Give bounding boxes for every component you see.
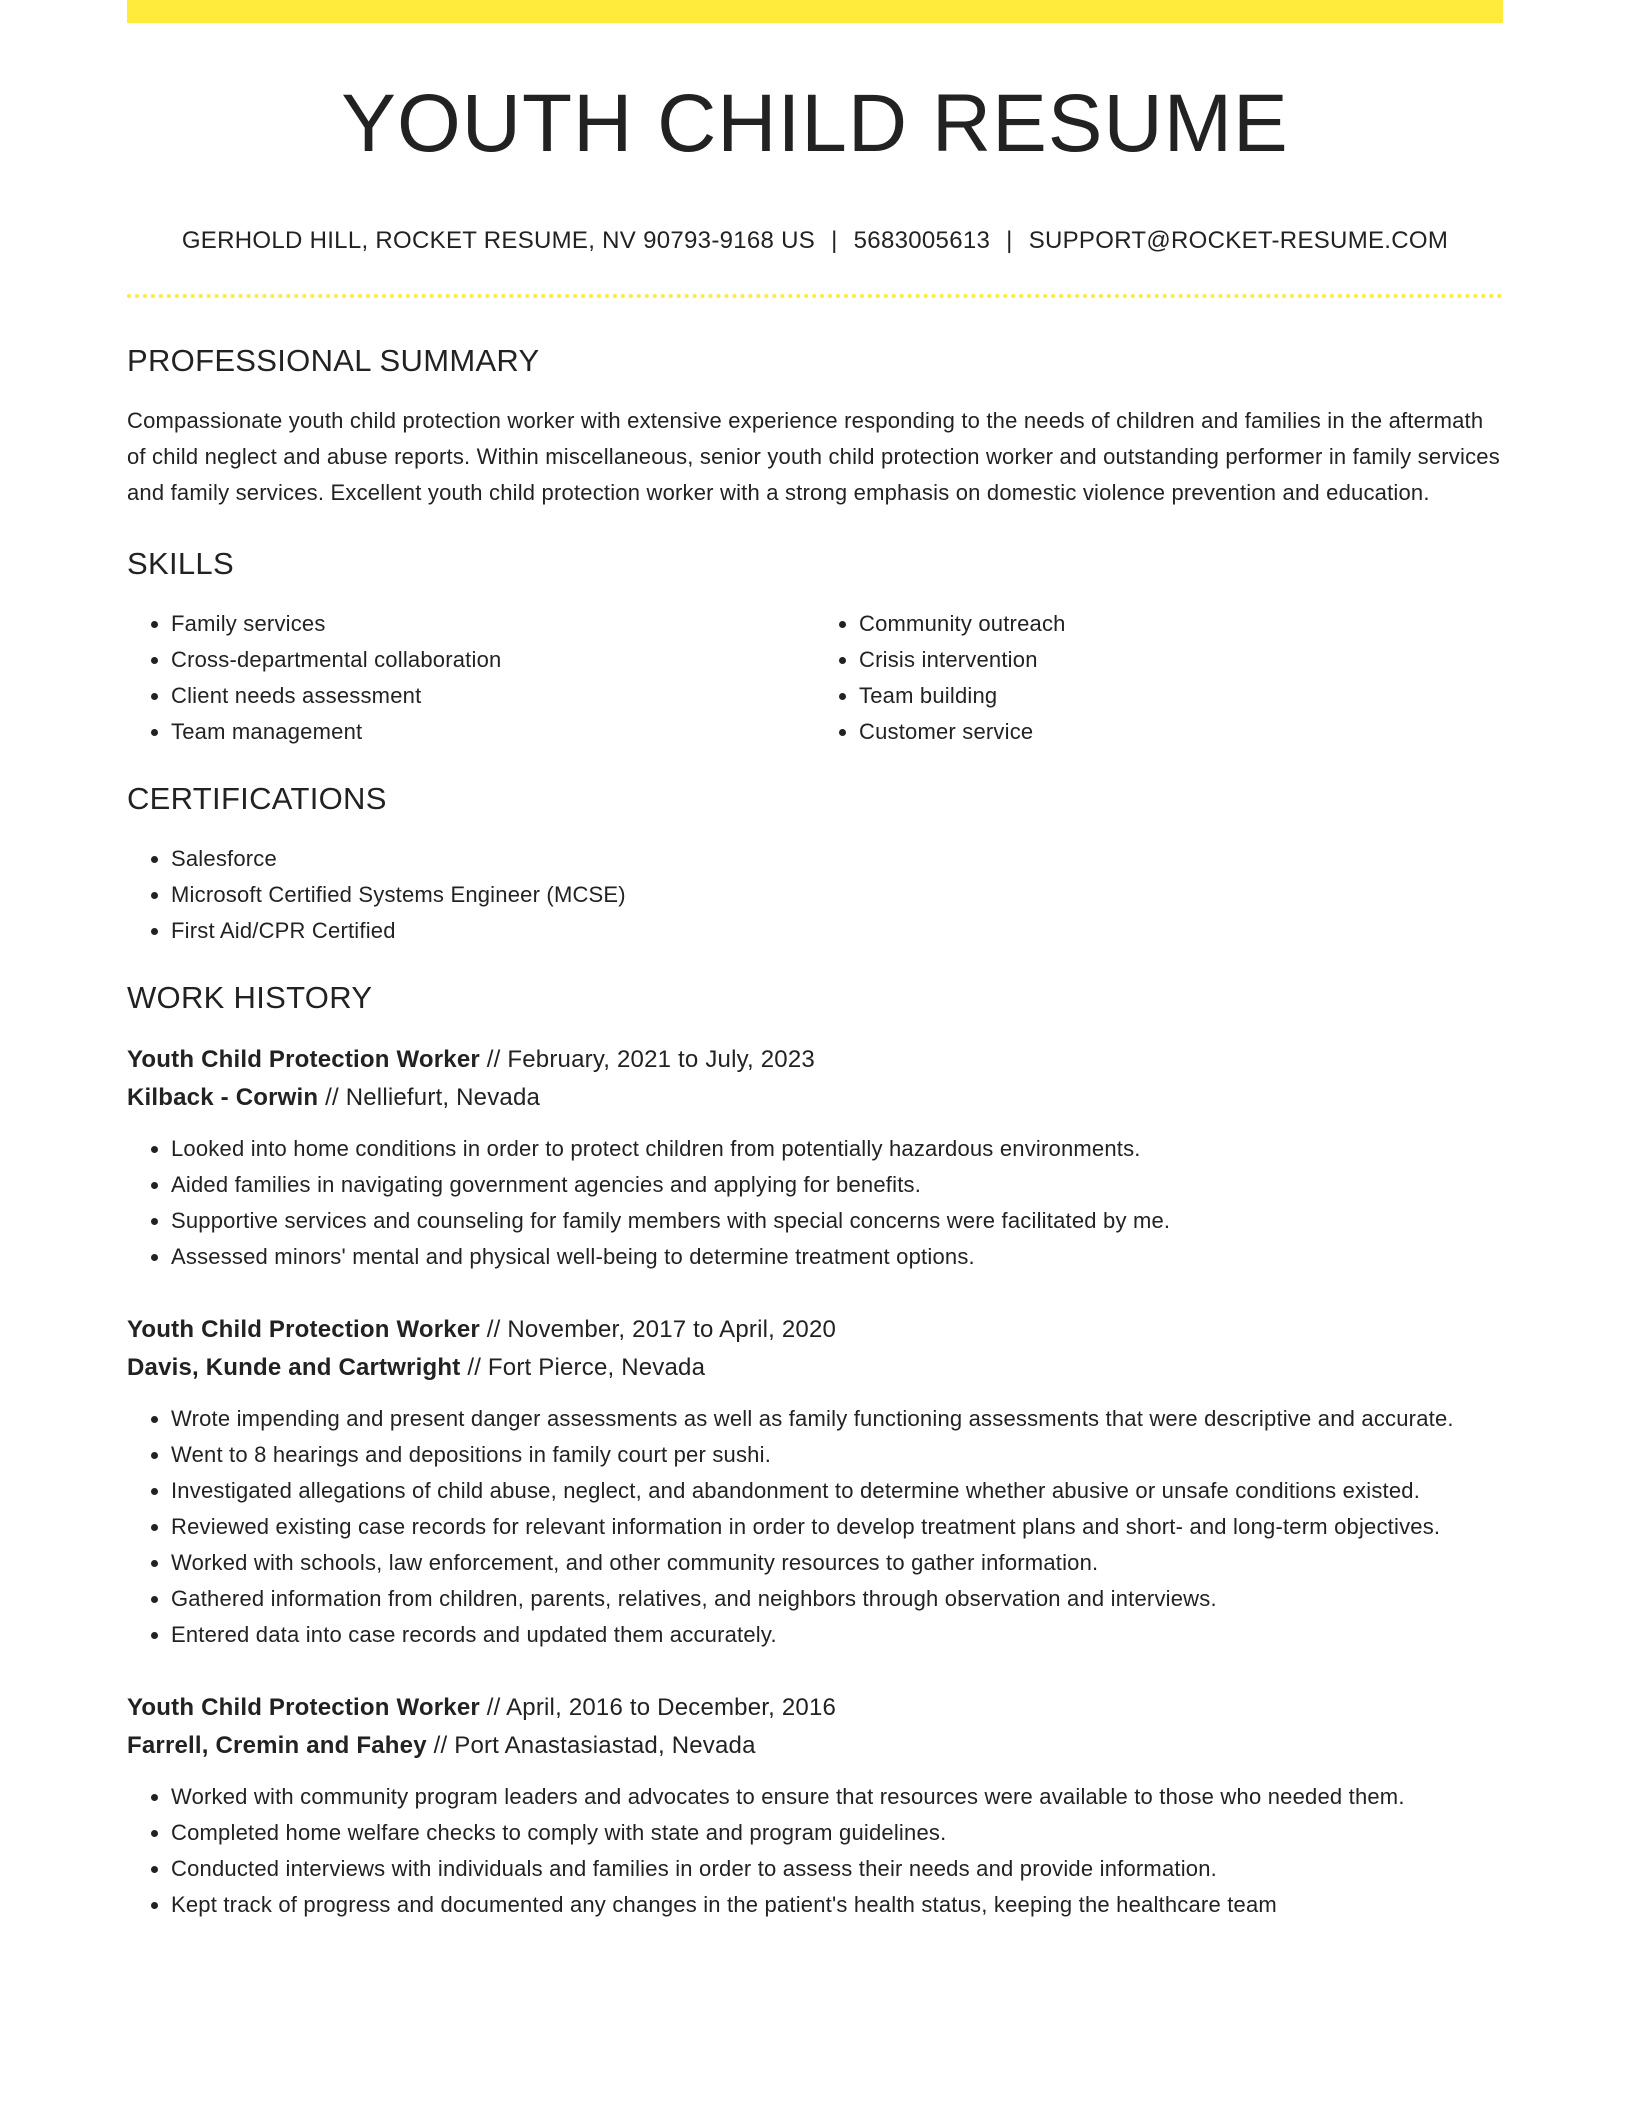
job-company: Davis, Kunde and Cartwright — [127, 1353, 461, 1381]
job-bullet: • Entered data into case records and updated them accurately. — [171, 1617, 1503, 1653]
skill-item: • Cross-departmental collaboration — [171, 642, 815, 678]
job-bullet: • Aided families in navigating government agencies and applying for benefits. — [171, 1167, 1503, 1203]
dotted-divider — [127, 294, 1503, 298]
section-heading-skills: SKILLS — [127, 545, 234, 581]
skill-item: • Client needs assessment — [171, 678, 815, 714]
work-history-section — [127, 979, 1503, 1922]
job-bullet: • Went to 8 hearings and depositions in family court per sushi. — [171, 1437, 1503, 1473]
contact-line — [127, 227, 1503, 256]
certification-item: • First Aid/CPR Certified — [171, 913, 1503, 949]
job-location: // Nelliefurt, Nevada — [318, 1083, 541, 1111]
job-title-line — [127, 1689, 1503, 1727]
professional-summary-section — [127, 342, 1503, 511]
job-company: Kilback - Corwin — [127, 1083, 319, 1111]
contact-separator: | — [831, 227, 838, 254]
certifications-list — [127, 841, 1503, 949]
job-bullet: • Assessed minors' mental and physical well-being to determine treatment options. — [171, 1239, 1503, 1275]
job-bullet: • Investigated allegations of child abuse, neglect, and abandonment to determine whether abusive or unsafe conditions existed. — [171, 1473, 1503, 1509]
contact-phone: 5683005613 — [853, 227, 991, 254]
job-title-line — [127, 1041, 1503, 1079]
job-bullet: • Conducted interviews with individuals and families in order to assess their needs and provide information. — [171, 1851, 1503, 1887]
job-entry — [127, 1689, 1503, 1923]
summary-text: Compassionate youth child protection worker with extensive experience responding to the needs of children and families in the aftermath of child neglect and abuse reports. Within miscellaneous, senior youth child protection worker and outstanding performer in family services and family services. Excellent youth child protection worker with a strong emphasis on domestic violence prevention and education. — [127, 407, 1500, 505]
resume-content — [127, 0, 1503, 1923]
job-bullets — [127, 1401, 1503, 1653]
job-company: Farrell, Cremin and Fahey — [127, 1731, 427, 1759]
skills-section — [127, 545, 1503, 750]
skill-item: • Team building — [859, 678, 1503, 714]
skill-item: • Crisis intervention — [859, 642, 1503, 678]
skill-item: • Community outreach — [859, 606, 1503, 642]
contact-email: SUPPORT@ROCKET-RESUME.COM — [1028, 227, 1449, 254]
job-title: Youth Child Protection Worker — [127, 1045, 480, 1073]
skill-item: • Family services — [171, 606, 815, 642]
skill-item: • Customer service — [859, 714, 1503, 750]
job-title: Youth Child Protection Worker — [127, 1693, 480, 1721]
job-bullet: • Gathered information from children, parents, relatives, and neighbors through observation and interviews. — [171, 1581, 1503, 1617]
contact-address: GERHOLD HILL, ROCKET RESUME, NV 90793-9168 US — [181, 227, 816, 254]
section-heading-work-history: WORK HISTORY — [127, 980, 373, 1016]
job-company-line — [127, 1727, 1503, 1765]
accent-top-bar — [127, 0, 1503, 23]
job-bullet: • Wrote impending and present danger assessments as well as family functioning assessments that were descriptive and accurate. — [171, 1401, 1503, 1437]
job-dates: // April, 2016 to December, 2016 — [479, 1693, 837, 1721]
job-bullets — [127, 1131, 1503, 1275]
section-heading-summary: PROFESSIONAL SUMMARY — [127, 342, 540, 378]
job-bullet: • Looked into home conditions in order to protect children from potentially hazardous environments. — [171, 1131, 1503, 1167]
job-bullet: • Reviewed existing case records for relevant information in order to develop treatment plans and short- and long-term objectives. — [171, 1509, 1503, 1545]
job-dates: // February, 2021 to July, 2023 — [479, 1045, 815, 1073]
certifications-section — [127, 780, 1503, 949]
job-bullets — [127, 1779, 1503, 1923]
certification-item: • Microsoft Certified Systems Engineer (MCSE) — [171, 877, 1503, 913]
section-heading-certifications: CERTIFICATIONS — [127, 781, 387, 817]
job-bullet: • Worked with community program leaders and advocates to ensure that resources were available to those who needed them. — [171, 1779, 1503, 1815]
job-company-line — [127, 1349, 1503, 1387]
job-dates: // November, 2017 to April, 2020 — [479, 1315, 837, 1343]
job-bullet: • Kept track of progress and documented any changes in the patient's health status, keeping the healthcare team — [171, 1887, 1503, 1923]
job-title-line — [127, 1311, 1503, 1349]
job-location: // Fort Pierce, Nevada — [460, 1353, 706, 1381]
job-title: Youth Child Protection Worker — [127, 1315, 480, 1343]
contact-separator: | — [1006, 227, 1013, 254]
job-bullet: • Worked with schools, law enforcement, and other community resources to gather information. — [171, 1545, 1503, 1581]
job-entry — [127, 1311, 1503, 1653]
job-bullet: • Completed home welfare checks to comply with state and program guidelines. — [171, 1815, 1503, 1851]
resume-title: YOUTH CHILD RESUME — [341, 78, 1289, 169]
skills-grid — [127, 606, 1503, 750]
job-bullet: • Supportive services and counseling for family members with special concerns were facilitated by me. — [171, 1203, 1503, 1239]
skills-list-right — [815, 606, 1503, 750]
skills-list-left — [127, 606, 815, 750]
job-entry — [127, 1041, 1503, 1275]
job-location: // Port Anastasiastad, Nevada — [426, 1731, 756, 1759]
skill-item: • Team management — [171, 714, 815, 750]
job-company-line — [127, 1079, 1503, 1117]
certification-item: • Salesforce — [171, 841, 1503, 877]
